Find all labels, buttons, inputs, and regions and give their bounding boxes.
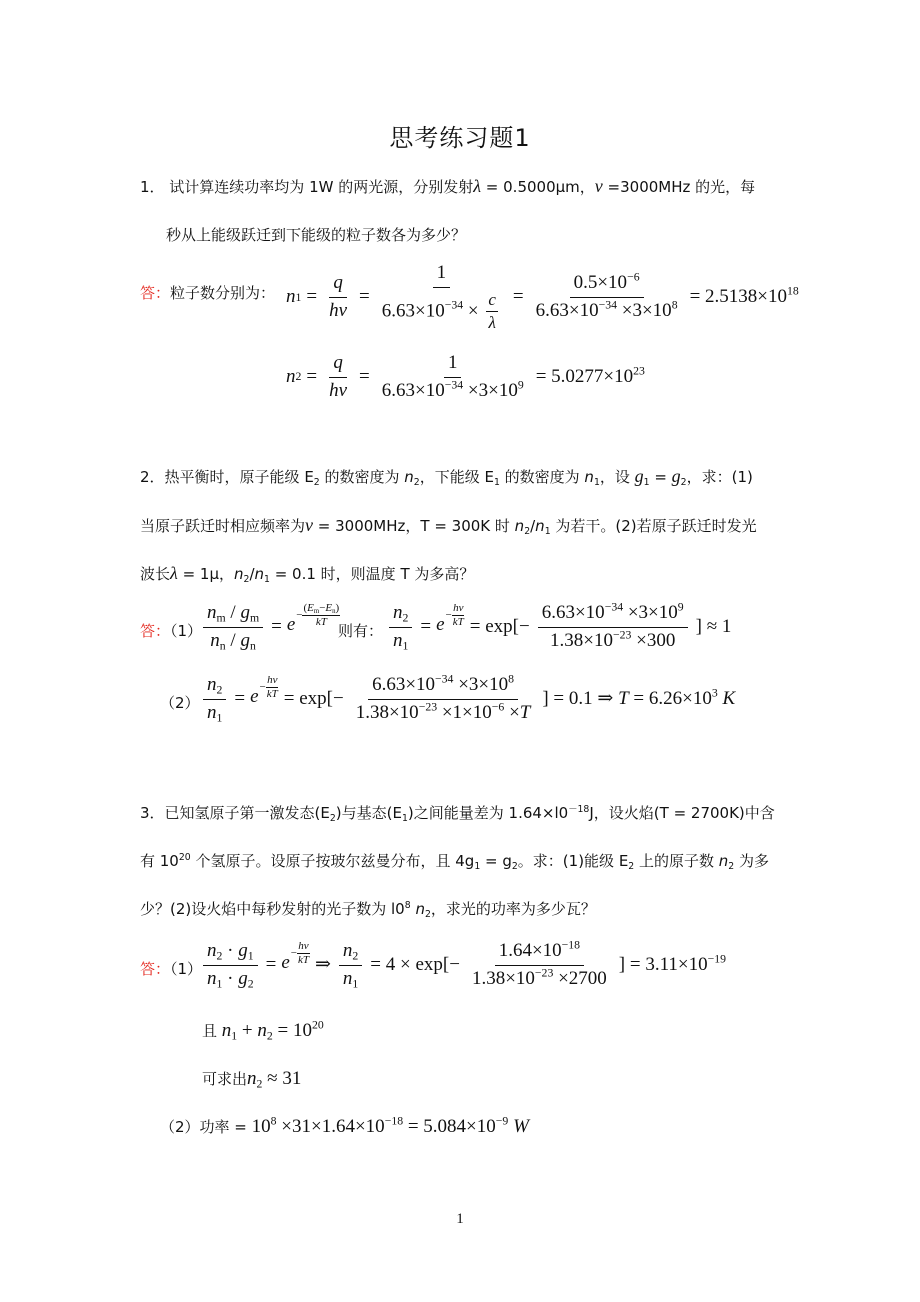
answer-text: 粒子数分别为： [170, 284, 276, 302]
q3-solve-line: 可求出$n_2 \approx 31$ [202, 1068, 302, 1091]
then-text: 则有： [338, 622, 384, 640]
and-text: 且 [202, 1022, 218, 1040]
answer-label: 答： [140, 284, 171, 302]
q3-line-1: 3．已知氢原子第一激发态$(E_2)$与基态$(E_1)$之间能量差为 $1.64\times l0^{-18}J$，设火焰(T = 2700K)中含 [140, 803, 775, 824]
q2-answer-part1 [140, 622, 202, 640]
q3-answer-part1 [140, 960, 202, 978]
q3-equation-1: $\frac{n_2 \cdot g_1}{n_1 \cdot g_2}$ = e − $\frac{h\nu}{kT}$ ⇒ $\frac{n_2}{n_1}$ = 4 × exp[− $\frac{1.64\times 10^{-18}}{1.38\times 10^{-23} \times 2700}$ ] = $3.11\times 10^{-19}$ [200, 940, 731, 991]
q1-equation-2: n 2 = $\frac{q}{h\nu}$ = $\frac{1}{6.63\times 10^{-34} \times 3\times 10^9}$ = $5.0277\times 10^{23}$ [286, 352, 645, 401]
q1-answer-intro [140, 284, 275, 302]
q1-equation-1: n 1 = $\frac{q}{h\nu}$ = 1 $6.63\times 10^{-34}$ × $\frac{c}{\lambda}$ = $\frac{0.5\times 10^{-6}}{6.63\times 10^{-34} \times 3\times 10^8}$ = $2.5138\times 10^{18}$ [286, 262, 799, 333]
q2-part2-label: （2） [160, 694, 200, 712]
solve-text: 可求出 [202, 1070, 248, 1088]
q2-equation-1b: $\frac{n_2}{n_1}$ = e − $\frac{h\nu}{kT}$ = exp[− $\frac{6.63\times 10^{-34} \times 3\times 10^9}{1.38\times 10^{-23} \times 300}$ ] ≈ 1 [386, 602, 736, 653]
q2-line-1: 2．热平衡时，原子能级 $E_2$ 的数密度为 $n_2$，下能级 $E_1$ 的数密度为 $n_1$，设 $g_1 = g_2$，求：(1) [140, 466, 753, 488]
q3-and-line: 且 $n_1 + n_2 = 10^{20}$ [202, 1018, 324, 1043]
q2-equation-2: $\frac{n_2}{n_1}$ = e − $\frac{h\nu}{kT}$ = exp[− $\frac{6.63\times 10^{-34} \times 3\times 10^8}{1.38\times 10^{-23} \times 1\times 10^{-6} \times T}$ ] = 0.1 ⇒ $T = 6.26\times 10^3$ K [200, 674, 740, 725]
q3-line-2: 有 $10^{20}$ 个氢原子。设原子按玻尔兹曼分布，且 $4g_1 = g_2$。求：(1)能级 $E_2$ 上的原子数 $n_2$ 为多 [140, 851, 769, 872]
q3-power-line: （2）功率 = $10^8 \times 31\times 1.64\times 10^{-18} = 5.084\times 10^{-9}$ W [160, 1114, 529, 1137]
q2-line-2: 当原子跃迁时相应频率为ν = 3000MHz，T = 300K 时 $n_2/n_1$ 为若干。(2)若原子跃迁时发光 [140, 515, 757, 537]
page-number: 1 [456, 1211, 464, 1227]
q1-line-2: 秒从上能级跃迁到下能级的粒子数各为多少？ [166, 226, 467, 244]
q3-line-3: 少？(2)设火焰中每秒发射的光子数为 $l0^8$ $n_2$，求光的功率为多少瓦？ [140, 899, 596, 920]
q2-equation-1a: $\frac{n_m / g_m}{n_n / g_n}$ = e − $\frac{(E_m-E_n)}{kT}$ [200, 602, 340, 653]
part-label: （1） [170, 622, 203, 640]
answer-label: 答： [140, 622, 171, 640]
part-label: （1） [170, 960, 203, 978]
q1-line-1: 1． 试计算连续功率均为 1W 的两光源，分别发射λ = 0.5000μm，ν =3000MHz 的光，每 [140, 176, 756, 196]
answer-label: 答： [140, 960, 171, 978]
power-label: （2）功率 = [160, 1118, 247, 1136]
page-title: 思考练习题1 [389, 124, 531, 152]
q2-line-3: 波长λ = 1μ，$n_2/n_1 = 0.1$ 时，则温度 T 为多高？ [140, 563, 475, 585]
